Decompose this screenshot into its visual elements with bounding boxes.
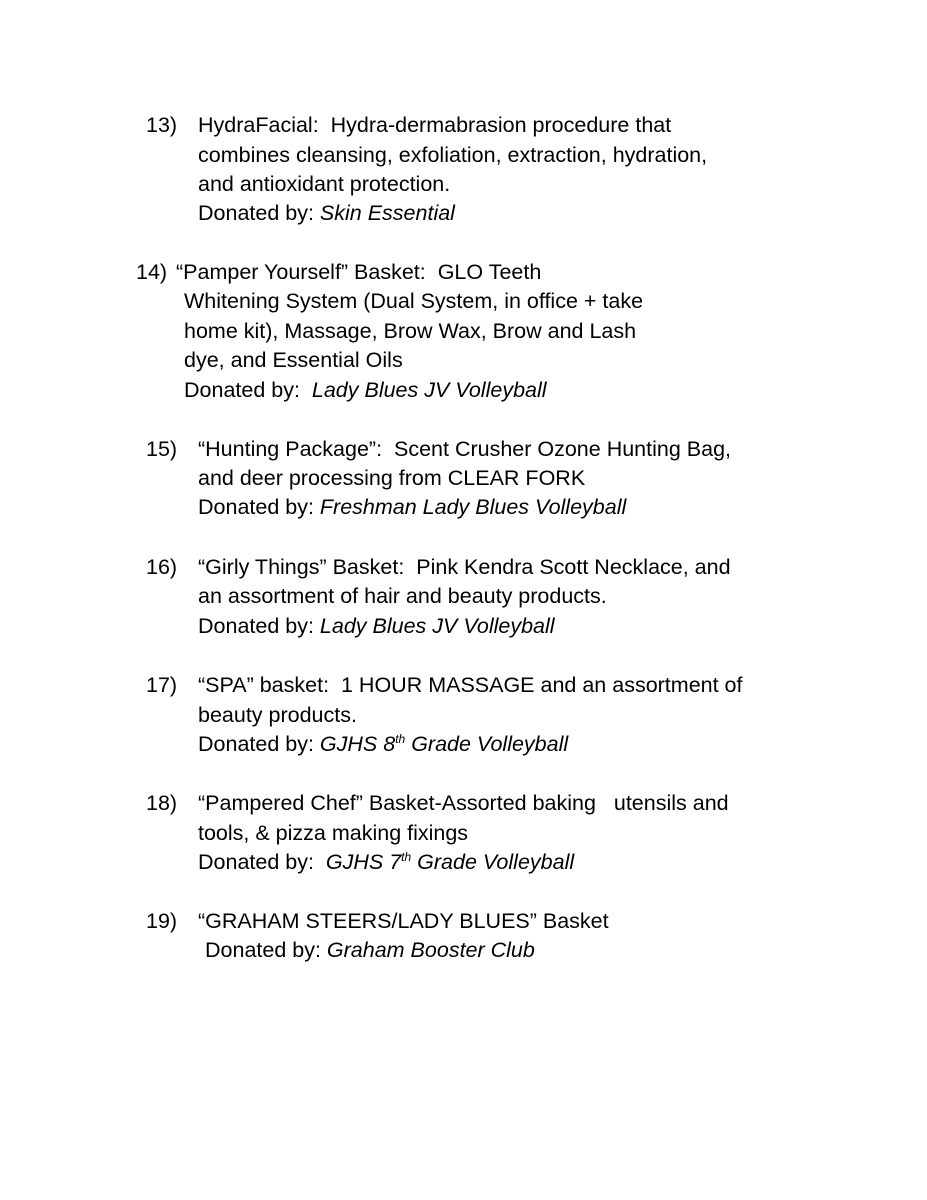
donor-name: Lady Blues JV Volleyball: [319, 614, 555, 638]
item-description-line: “Pampered Chef” Basket-Assorted baking utensils and: [198, 791, 729, 815]
donated-by-label: Donated by:: [205, 938, 327, 962]
donated-by-line: [198, 611, 555, 641]
item-description-line: and deer processing from CLEAR FORK: [198, 466, 586, 490]
donated-by-label: Donated by:: [198, 614, 320, 638]
item-description-line: “GRAHAM STEERS/LADY BLUES” Basket: [198, 909, 609, 933]
donated-by-label: Donated by:: [198, 201, 320, 225]
donor-name-part: GJHS 7: [325, 850, 402, 874]
donated-by-label: Donated by:: [198, 732, 320, 756]
item-number: 18): [146, 791, 178, 815]
item-number: 14): [136, 260, 168, 284]
donor-name: Freshman Lady Blues Volleyball: [319, 495, 627, 519]
donated-by-label: Donated by:: [198, 850, 326, 874]
donor-name: [326, 850, 574, 874]
item-description-line: “Pamper Yourself” Basket: GLO Teeth: [176, 260, 542, 284]
donated-by-label: Donated by:: [184, 378, 312, 402]
item-description-line: tools, & pizza making fixings: [198, 821, 469, 845]
donor-name: Graham Booster Club: [326, 938, 535, 962]
ordinal-suffix: th: [395, 731, 406, 746]
donor-name-part: GJHS 8: [319, 732, 396, 756]
donor-name-part: Grade Volleyball: [411, 850, 575, 874]
donated-by-line: [198, 847, 574, 877]
item-description-line: combines cleansing, exfoliation, extraction, hydration,: [198, 143, 708, 167]
item-description-line: “Hunting Package”: Scent Crusher Ozone Hunting Bag,: [198, 437, 732, 461]
item-description-line: dye, and Essential Oils: [184, 348, 403, 372]
item-description-line: an assortment of hair and beauty products.: [198, 584, 607, 608]
donated-by-label: Donated by:: [198, 495, 320, 519]
item-description-line: “Girly Things” Basket: Pink Kendra Scott Necklace, and: [198, 555, 731, 579]
donor-name: [320, 732, 568, 756]
item-number: 16): [146, 555, 178, 579]
item-number: 13): [146, 113, 178, 137]
item-description-line: “SPA” basket: 1 HOUR MASSAGE and an assortment of: [198, 673, 743, 697]
donor-name-part: Grade Volleyball: [405, 732, 569, 756]
donor-name: Skin Essential: [319, 201, 455, 225]
donated-by-line: [205, 935, 535, 965]
item-description-line: beauty products.: [198, 703, 357, 727]
donated-by-line: [198, 492, 626, 522]
item-description-line: HydraFacial: Hydra-dermabrasion procedure that: [198, 113, 672, 137]
item-description-line: Whitening System (Dual System, in office + take: [184, 289, 644, 313]
donor-name: Lady Blues JV Volleyball: [311, 378, 547, 402]
donated-by-line: [198, 198, 455, 228]
item-number: 17): [146, 673, 178, 697]
ordinal-suffix: th: [401, 849, 412, 864]
item-description-line: home kit), Massage, Brow Wax, Brow and Lash: [184, 319, 637, 343]
item-number: 19): [146, 909, 178, 933]
item-number: 15): [146, 437, 178, 461]
item-description-line: and antioxidant protection.: [198, 172, 451, 196]
donated-by-line: [184, 375, 547, 405]
donated-by-line: [198, 729, 568, 759]
